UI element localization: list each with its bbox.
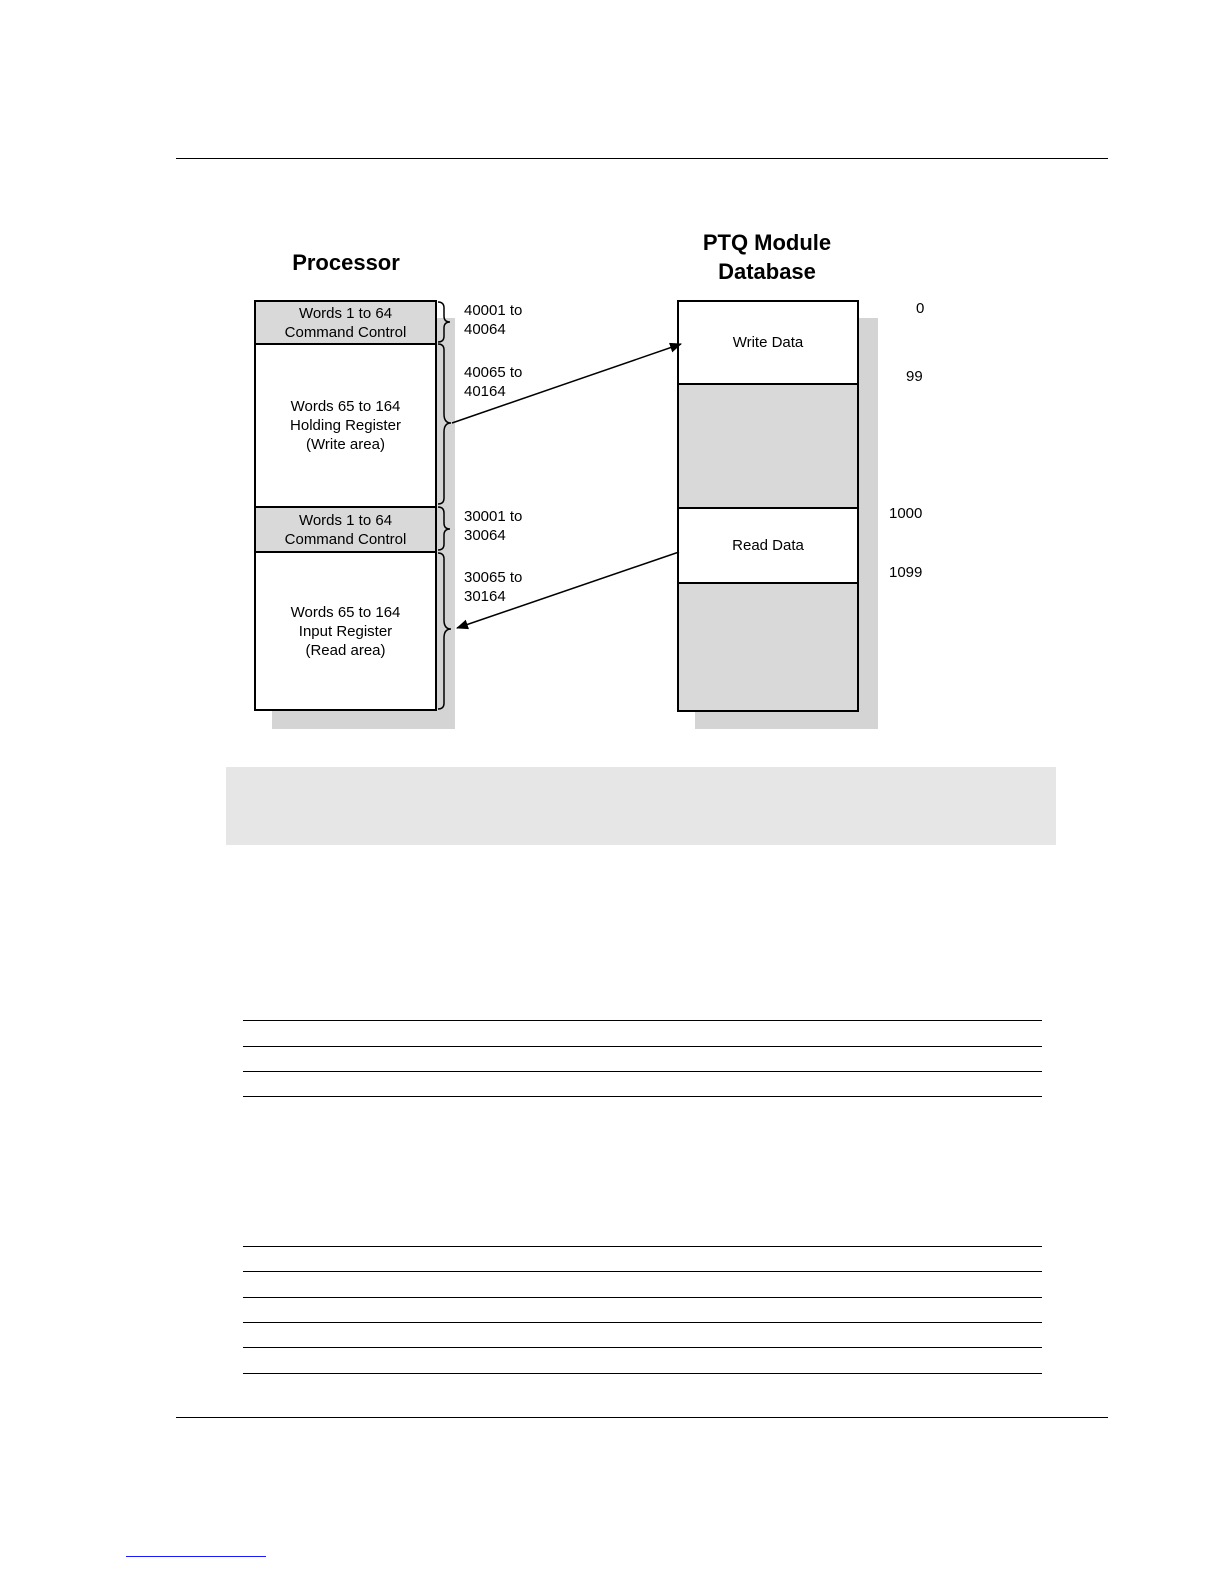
- processor-title: Processor: [292, 250, 400, 275]
- table-rule: [243, 1071, 1042, 1072]
- module-address-1000: 1000: [889, 505, 923, 522]
- table-rule: [243, 1373, 1042, 1374]
- brace: [438, 344, 451, 504]
- address-label-40001: 40001 to 40064: [464, 302, 523, 338]
- brace: [438, 553, 451, 709]
- address-label-40065: 40065 to 40164: [464, 364, 523, 400]
- block-label: Words 65 to 164 Input Register (Read area): [290, 603, 401, 659]
- table-rule: [243, 1046, 1042, 1047]
- module-address-0: 0: [916, 300, 925, 317]
- brace: [438, 507, 450, 550]
- write-arrow: [452, 344, 681, 423]
- block-label: Words 1 to 64 Command Control: [284, 511, 407, 548]
- table-rule: [243, 1246, 1042, 1247]
- block-label: Words 1 to 64 Command Control: [284, 304, 407, 341]
- block-label: Words 65 to 164 Holding Register (Write area): [290, 398, 401, 453]
- table-rule: [243, 1096, 1042, 1097]
- table-rule: [243, 1297, 1042, 1298]
- address-label-30065: 30065 to 30164: [464, 569, 523, 605]
- module-address-1099: 1099: [889, 564, 923, 581]
- note-band: [226, 767, 1056, 845]
- module-title: PTQ Module Database: [702, 230, 832, 284]
- table-rule: [243, 1347, 1042, 1348]
- table-rule: [243, 1322, 1042, 1323]
- read-arrow: [457, 552, 679, 628]
- address-label-30001: 30001 to 30064: [464, 508, 523, 544]
- block-label: Write Data: [732, 334, 804, 351]
- module-address-99: 99: [906, 368, 923, 385]
- block-label: Read Data: [732, 537, 804, 554]
- table-rule: [243, 1271, 1042, 1272]
- brace: [438, 302, 450, 342]
- table-rule: [243, 1020, 1042, 1021]
